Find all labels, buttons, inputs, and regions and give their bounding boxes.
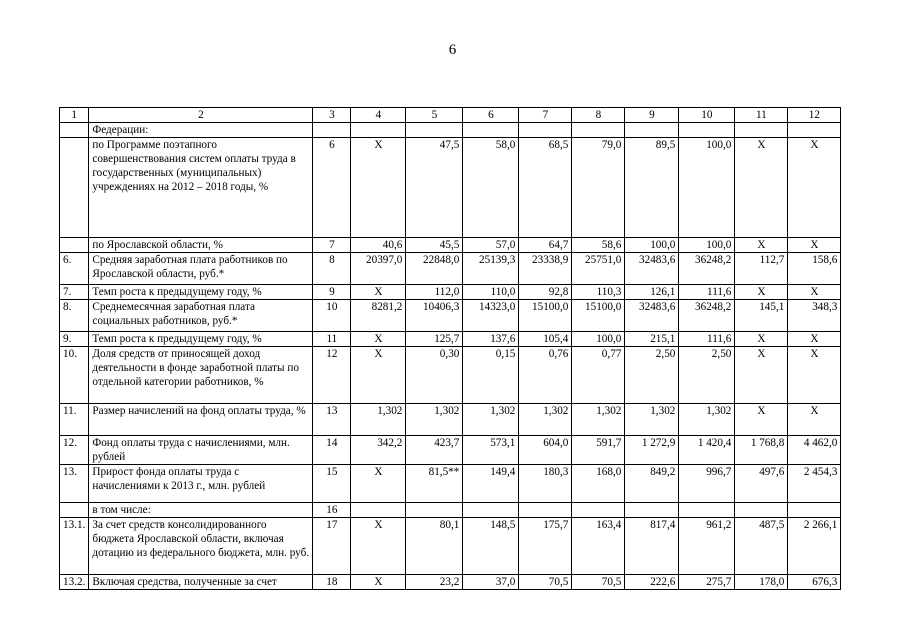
value-cell: 125,7 bbox=[406, 332, 463, 347]
value-cell: 573,1 bbox=[463, 436, 519, 465]
value-cell: Х bbox=[351, 347, 406, 404]
value-cell: 126,1 bbox=[625, 285, 679, 300]
value-cell: 1,302 bbox=[406, 404, 463, 436]
value-cell bbox=[625, 123, 679, 138]
row-code: 6 bbox=[313, 138, 351, 238]
value-cell: 849,2 bbox=[625, 465, 679, 503]
table-row bbox=[60, 123, 841, 138]
value-cell: 92,8 bbox=[519, 285, 572, 300]
column-header: 4 bbox=[351, 108, 406, 123]
value-cell: 105,4 bbox=[519, 332, 572, 347]
value-cell: 100,0 bbox=[625, 238, 679, 253]
row-code: 9 bbox=[313, 285, 351, 300]
value-cell: 36248,2 bbox=[679, 300, 735, 332]
value-cell: 64,7 bbox=[519, 238, 572, 253]
value-cell: 112,7 bbox=[735, 253, 788, 285]
value-cell bbox=[351, 123, 406, 138]
value-cell: 676,3 bbox=[788, 575, 841, 590]
value-cell: 1 420,4 bbox=[679, 436, 735, 465]
value-cell: 1 272,9 bbox=[625, 436, 679, 465]
value-cell: Х bbox=[351, 285, 406, 300]
indicator-name: Фонд оплаты труда с начислениями, млн. рублей bbox=[89, 436, 313, 465]
value-cell: 57,0 bbox=[463, 238, 519, 253]
column-header: 11 bbox=[735, 108, 788, 123]
value-cell bbox=[463, 123, 519, 138]
row-code: 13 bbox=[313, 404, 351, 436]
row-number: 13.2. bbox=[60, 575, 89, 590]
value-cell: 40,6 bbox=[351, 238, 406, 253]
value-cell: 10406,3 bbox=[406, 300, 463, 332]
indicator-name: Федерации: bbox=[89, 123, 313, 138]
column-header: 6 bbox=[463, 108, 519, 123]
value-cell: 817,4 bbox=[625, 518, 679, 575]
value-cell: Х bbox=[735, 238, 788, 253]
row-number: 7. bbox=[60, 285, 89, 300]
value-cell: 79,0 bbox=[572, 138, 625, 238]
column-header: 8 bbox=[572, 108, 625, 123]
value-cell: Х bbox=[351, 138, 406, 238]
value-cell bbox=[735, 503, 788, 518]
row-code: 11 bbox=[313, 332, 351, 347]
value-cell: 180,3 bbox=[519, 465, 572, 503]
row-number bbox=[60, 238, 89, 253]
value-cell: 1,302 bbox=[572, 404, 625, 436]
value-cell: 58,6 bbox=[572, 238, 625, 253]
value-cell: 110,0 bbox=[463, 285, 519, 300]
column-header: 9 bbox=[625, 108, 679, 123]
row-number: 8. bbox=[60, 300, 89, 332]
indicator-name: Размер начислений на фонд оплаты труда, % bbox=[89, 404, 313, 436]
row-number: 13.1. bbox=[60, 518, 89, 575]
page-number: 6 bbox=[448, 42, 457, 58]
table-row bbox=[60, 332, 841, 347]
value-cell: 348,3 bbox=[788, 300, 841, 332]
value-cell: 100,0 bbox=[679, 138, 735, 238]
value-cell: Х bbox=[788, 238, 841, 253]
row-code: 14 bbox=[313, 436, 351, 465]
row-number: 6. bbox=[60, 253, 89, 285]
value-cell: 2 454,3 bbox=[788, 465, 841, 503]
value-cell: 15100,0 bbox=[519, 300, 572, 332]
value-cell: 58,0 bbox=[463, 138, 519, 238]
value-cell: 111,6 bbox=[679, 285, 735, 300]
indicator-name: Темп роста к предыдущему году, % bbox=[89, 285, 313, 300]
value-cell: Х bbox=[351, 518, 406, 575]
value-cell: 137,6 bbox=[463, 332, 519, 347]
value-cell: 32483,6 bbox=[625, 253, 679, 285]
value-cell: 111,6 bbox=[679, 332, 735, 347]
table-row bbox=[60, 238, 841, 253]
row-number: 13. bbox=[60, 465, 89, 503]
data-table bbox=[59, 107, 841, 590]
row-number: 10. bbox=[60, 347, 89, 404]
value-cell: 81,5** bbox=[406, 465, 463, 503]
value-cell: Х bbox=[788, 404, 841, 436]
value-cell: 149,4 bbox=[463, 465, 519, 503]
value-cell: 14323,0 bbox=[463, 300, 519, 332]
value-cell: 36248,2 bbox=[679, 253, 735, 285]
value-cell bbox=[519, 123, 572, 138]
value-cell: Х bbox=[735, 138, 788, 238]
row-code: 12 bbox=[313, 347, 351, 404]
indicator-name: по Программе поэтапного совершенствования систем оплаты труда в государственных (муниципальных) учреждениях на 2012 – 2018 годы, % bbox=[89, 138, 313, 238]
value-cell: 342,2 bbox=[351, 436, 406, 465]
value-cell: 2 266,1 bbox=[788, 518, 841, 575]
row-code: 16 bbox=[313, 503, 351, 518]
row-number: 9. bbox=[60, 332, 89, 347]
value-cell: 110,3 bbox=[572, 285, 625, 300]
row-code: 18 bbox=[313, 575, 351, 590]
value-cell: 89,5 bbox=[625, 138, 679, 238]
row-code: 17 bbox=[313, 518, 351, 575]
row-code: 10 bbox=[313, 300, 351, 332]
row-code: 15 bbox=[313, 465, 351, 503]
value-cell bbox=[519, 503, 572, 518]
column-header: 12 bbox=[788, 108, 841, 123]
indicator-name: За счет средств консолидированного бюджета Ярославской области, включая дотацию из федерального бюджета, млн. руб. bbox=[89, 518, 313, 575]
value-cell: 15100,0 bbox=[572, 300, 625, 332]
indicator-name: в том числе: bbox=[89, 503, 313, 518]
value-cell bbox=[351, 503, 406, 518]
table-row bbox=[60, 253, 841, 285]
value-cell bbox=[679, 503, 735, 518]
table-row bbox=[60, 138, 841, 238]
table-row bbox=[60, 503, 841, 518]
row-code: 7 bbox=[313, 238, 351, 253]
row-code: 8 bbox=[313, 253, 351, 285]
value-cell: Х bbox=[788, 138, 841, 238]
value-cell: 1,302 bbox=[519, 404, 572, 436]
value-cell bbox=[679, 123, 735, 138]
table-row bbox=[60, 518, 841, 575]
value-cell: 2,50 bbox=[625, 347, 679, 404]
value-cell: 215,1 bbox=[625, 332, 679, 347]
value-cell: Х bbox=[735, 332, 788, 347]
value-cell: 37,0 bbox=[463, 575, 519, 590]
value-cell: 158,6 bbox=[788, 253, 841, 285]
value-cell: 0,77 bbox=[572, 347, 625, 404]
indicator-name: по Ярославской области, % bbox=[89, 238, 313, 253]
indicator-name: Средняя заработная плата работников по Ярославской области, руб.* bbox=[89, 253, 313, 285]
value-cell: 100,0 bbox=[572, 332, 625, 347]
value-cell: 604,0 bbox=[519, 436, 572, 465]
table-row bbox=[60, 575, 841, 590]
value-cell: 20397,0 bbox=[351, 253, 406, 285]
table-row bbox=[60, 436, 841, 465]
value-cell bbox=[572, 123, 625, 138]
value-cell: 23,2 bbox=[406, 575, 463, 590]
column-header: 5 bbox=[406, 108, 463, 123]
indicator-name: Доля средств от приносящей доход деятельности в фонде заработной платы по отдельной категории работников, % bbox=[89, 347, 313, 404]
indicator-name: Включая средства, полученные за счет bbox=[89, 575, 313, 590]
value-cell bbox=[463, 503, 519, 518]
value-cell: 175,7 bbox=[519, 518, 572, 575]
value-cell: 487,5 bbox=[735, 518, 788, 575]
value-cell: 168,0 bbox=[572, 465, 625, 503]
value-cell: 2,50 bbox=[679, 347, 735, 404]
value-cell: 222,6 bbox=[625, 575, 679, 590]
value-cell: 423,7 bbox=[406, 436, 463, 465]
value-cell: 591,7 bbox=[572, 436, 625, 465]
value-cell: 996,7 bbox=[679, 465, 735, 503]
row-number bbox=[60, 503, 89, 518]
value-cell bbox=[735, 123, 788, 138]
row-number bbox=[60, 138, 89, 238]
value-cell: Х bbox=[788, 332, 841, 347]
value-cell bbox=[625, 503, 679, 518]
header-row bbox=[60, 108, 841, 123]
indicator-name: Среднемесячная заработная плата социальных работников, руб.* bbox=[89, 300, 313, 332]
value-cell: 0,30 bbox=[406, 347, 463, 404]
column-header: 7 bbox=[519, 108, 572, 123]
value-cell: Х bbox=[788, 347, 841, 404]
value-cell: 961,2 bbox=[679, 518, 735, 575]
column-header: 10 bbox=[679, 108, 735, 123]
value-cell: 1,302 bbox=[351, 404, 406, 436]
value-cell: 112,0 bbox=[406, 285, 463, 300]
value-cell: Х bbox=[351, 575, 406, 590]
row-code bbox=[313, 123, 351, 138]
value-cell: Х bbox=[735, 285, 788, 300]
table-row bbox=[60, 347, 841, 404]
value-cell bbox=[788, 503, 841, 518]
row-number bbox=[60, 123, 89, 138]
column-header: 1 bbox=[60, 108, 89, 123]
value-cell: 1,302 bbox=[679, 404, 735, 436]
value-cell: 1 768,8 bbox=[735, 436, 788, 465]
value-cell bbox=[406, 503, 463, 518]
value-cell: 4 462,0 bbox=[788, 436, 841, 465]
table-row bbox=[60, 285, 841, 300]
value-cell bbox=[572, 503, 625, 518]
value-cell: Х bbox=[351, 332, 406, 347]
value-cell: 145,1 bbox=[735, 300, 788, 332]
indicator-name: Прирост фонда оплаты труда с начислениями к 2013 г., млн. рублей bbox=[89, 465, 313, 503]
table-row bbox=[60, 300, 841, 332]
value-cell: 497,6 bbox=[735, 465, 788, 503]
value-cell: Х bbox=[735, 404, 788, 436]
table-row bbox=[60, 404, 841, 436]
value-cell bbox=[788, 123, 841, 138]
value-cell: 70,5 bbox=[572, 575, 625, 590]
value-cell: 148,5 bbox=[463, 518, 519, 575]
value-cell: 275,7 bbox=[679, 575, 735, 590]
value-cell: 25751,0 bbox=[572, 253, 625, 285]
value-cell: 163,4 bbox=[572, 518, 625, 575]
column-header: 3 bbox=[313, 108, 351, 123]
value-cell: 25139,3 bbox=[463, 253, 519, 285]
row-number: 11. bbox=[60, 404, 89, 436]
value-cell: 32483,6 bbox=[625, 300, 679, 332]
value-cell: 23338,9 bbox=[519, 253, 572, 285]
value-cell: 0,76 bbox=[519, 347, 572, 404]
table-row bbox=[60, 465, 841, 503]
value-cell bbox=[406, 123, 463, 138]
column-header: 2 bbox=[89, 108, 313, 123]
indicator-name: Темп роста к предыдущему году, % bbox=[89, 332, 313, 347]
value-cell: Х bbox=[351, 465, 406, 503]
value-cell: 70,5 bbox=[519, 575, 572, 590]
value-cell: Х bbox=[735, 347, 788, 404]
value-cell: 1,302 bbox=[625, 404, 679, 436]
value-cell: 1,302 bbox=[463, 404, 519, 436]
value-cell: 0,15 bbox=[463, 347, 519, 404]
value-cell: 100,0 bbox=[679, 238, 735, 253]
value-cell: 22848,0 bbox=[406, 253, 463, 285]
value-cell: Х bbox=[788, 285, 841, 300]
value-cell: 45,5 bbox=[406, 238, 463, 253]
value-cell: 80,1 bbox=[406, 518, 463, 575]
value-cell: 8281,2 bbox=[351, 300, 406, 332]
value-cell: 178,0 bbox=[735, 575, 788, 590]
value-cell: 47,5 bbox=[406, 138, 463, 238]
row-number: 12. bbox=[60, 436, 89, 465]
value-cell: 68,5 bbox=[519, 138, 572, 238]
